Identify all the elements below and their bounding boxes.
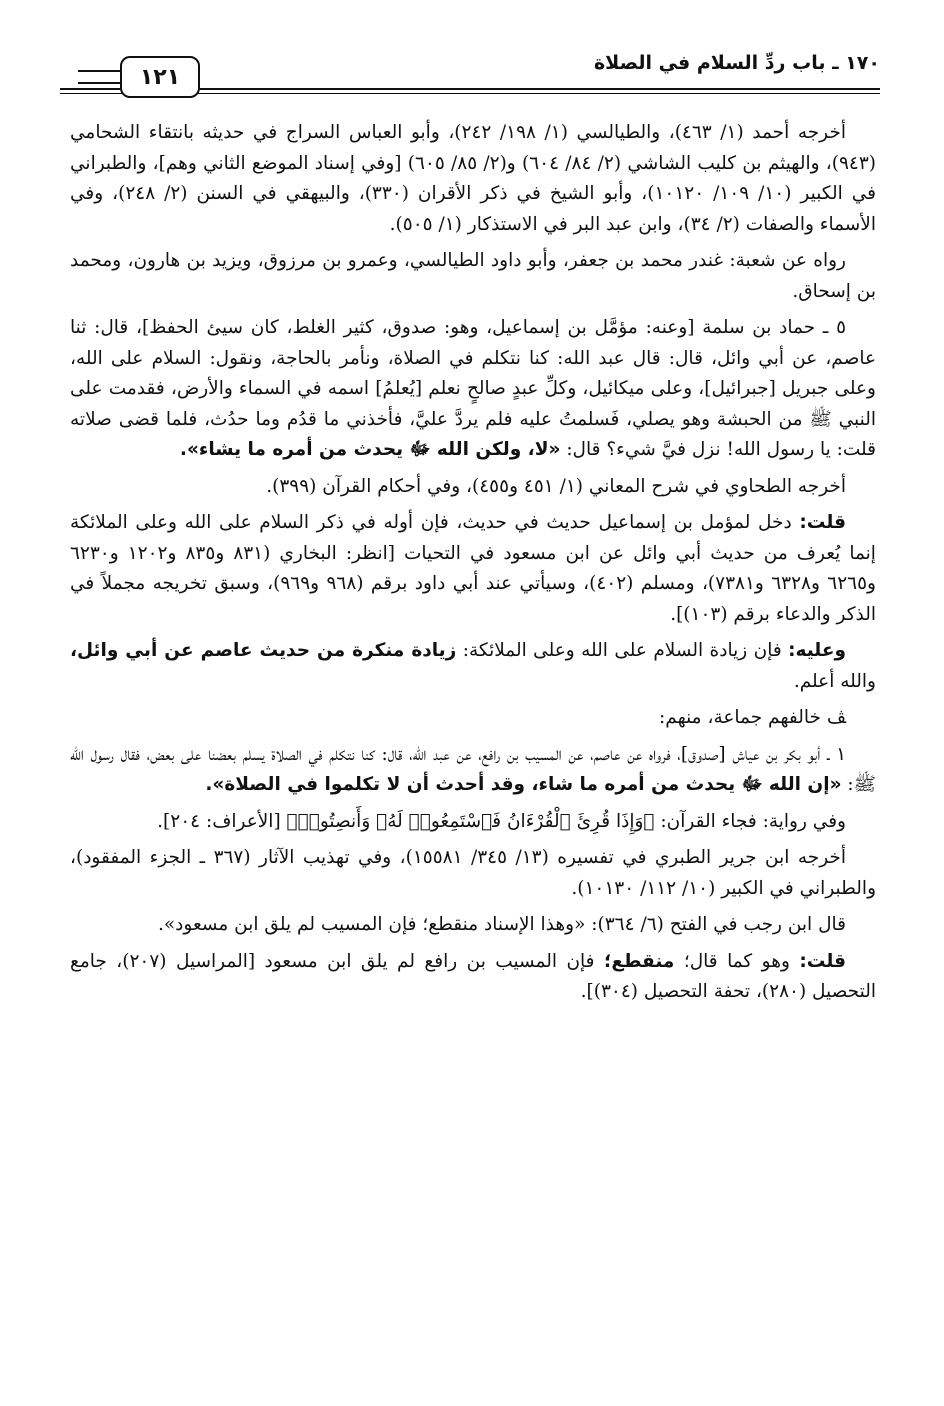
- paragraph-abu-bakr: [70, 740, 876, 801]
- comment-lead: قلت:: [799, 950, 847, 972]
- paragraph-text: ١ ـ أبو بكر بن عياش [صدوق]، فرواه عن عاصم، عن المسيب بن رافع، عن عبد الله، قال: كنا نتكلم في الصلاة يسلم بعضنا على بعض، فقال رسول الله ﷺ:: [70, 743, 876, 795]
- hadith-quote: «لا، ولكن الله ﷻ يحدث من أمره ما يشاء».: [179, 439, 561, 460]
- paragraph-ibn-rajab: [70, 910, 876, 941]
- chapter-title: ١٧٠ ـ باب ردِّ السلام في الصلاة: [593, 52, 880, 74]
- paragraph-hammad: [70, 313, 876, 466]
- paragraph-text: أخرجه ابن جرير الطبري في تفسيره (١٣/ ٣٤٥/ ١٥٥٨١)، وفي تهذيب الآثار (٣٦٧ ـ الجزء المفقود)، والطبراني في الكبير (١٠/ ١١٢/ ١٠١٣٠).: [70, 847, 876, 899]
- ruling-text: منقطع؛: [603, 950, 675, 972]
- paragraph-takhrij-2: [70, 472, 876, 503]
- paragraph-conclusion-1: [70, 636, 876, 697]
- paragraph-text: فإن زيادة السلام على الله وعلى الملائكة:: [462, 640, 782, 661]
- comment-lead: وعليه:: [788, 640, 846, 661]
- main-text: [70, 118, 876, 1014]
- paragraph-text: أخرجه الطحاوي في شرح المعاني (١/ ٤٥١ و٤٥٥)، وفي أحكام القرآن (٣٩٩).: [266, 475, 846, 497]
- ruling-text: زيادة منكرة من حديث عاصم عن أبي وائل،: [70, 640, 457, 661]
- paragraph-takhrij-1: [70, 118, 876, 240]
- paragraph-riwaya: [70, 807, 876, 838]
- page-header: [60, 42, 880, 102]
- hadith-quote: «إن الله ﷻ يحدث من أمره ما شاء، وقد أحدث أن لا تكلموا في الصلاة».: [205, 774, 842, 795]
- paragraph-comment-2: [70, 947, 876, 1008]
- paragraph-text: دخل لمؤمل بن إسماعيل حديث في حديث، فإن أوله في ذكر السلام على الله وعلى الملائكة إنما يُعرف من حديث أبي وائل عن ابن مسعود في التحيات [انظر: البخاري (٨٣١ و٨٣٥ و١٢٠٢ و٦٢٣٠ و٦٢٦٥ و٦٣٢٨ و٧٣٨١)، ومسلم (٤٠٢)، وسيأتي عند أبي داود برقم (٩٦٨ و٩٦٩)، وسبق تخريجه مجملاً في الذكر والدعاء برقم (١٠٣)].: [70, 512, 876, 625]
- paragraph-text: وهو كما قال؛: [683, 950, 790, 972]
- paragraph-text: رواه عن شعبة: غندر محمد بن جعفر، وأبو داود الطيالسي، وعمرو بن مرزوق، ويزيد بن هارون، ومحمد بن إسحاق.: [70, 250, 876, 302]
- paragraph-text: قال ابن رجب في الفتح (٦/ ٣٦٤): «وهذا الإسناد منقطع؛ فإن المسيب لم يلق ابن مسعود».: [157, 914, 846, 935]
- paragraph-text: وفي رواية: فجاء القرآن: ﴿وَإِذَا قُرِئَ ٱلْقُرْءَانُ فَٱسْتَمِعُوا۟ لَهُۥ وَأَنصِتُوا۟﴾ [الأعراف: ٢٠٤].: [157, 810, 846, 832]
- paragraph-narrators-1: [70, 246, 876, 307]
- paragraph-text: والله أعلم.: [793, 670, 876, 692]
- paragraph-text: ٥ ـ حماد بن سلمة [وعنه: مؤمَّل بن إسماعيل، وهو: صدوق، كثير الغلط، كان سيئ الحفظ]، قال: ثنا عاصم، عن أبي وائل، قال: قال عبد الله: كنا نتكلم في الصلاة، ونأمر بالحاجة، ونقول: السلام على الله، وعلى جبريل [جبرائيل]، وعلى ميكائيل، وكلِّ عبدٍ صالحٍ نعلم [يُعلمُ] اسمه في السماء والأرض، فقدمت على النبي ﷺ من الحبشة وهو يصلي، فَسلمتُ عليه فلم يردَّ عليَّ، فأخذني ما قدُم وما حدُث، فلما قضى صلاته قلت: يا رسول الله! نزل فيَّ شيء؟ قال:: [70, 317, 876, 460]
- paragraph-opponents: [70, 703, 876, 734]
- comment-lead: قلت:: [799, 512, 846, 533]
- paragraph-text: ﭫ خالفهم جماعة، منهم:: [659, 707, 846, 728]
- paragraph-text: فإن المسيب بن رافع لم يلق ابن مسعود [المراسيل (٢٠٧)، جامع التحصيل (٢٨٠)، تحفة التحصيل (٣٠٤)].: [70, 950, 876, 1002]
- paragraph-takhrij-3: [70, 843, 876, 904]
- page-number: ١٢١: [120, 56, 200, 98]
- paragraph-comment-1: [70, 508, 876, 630]
- header-ornament: [78, 70, 122, 84]
- paragraph-text: أخرجه أحمد (١/ ٤٦٣)، والطيالسي (١/ ١٩٨/ ٢٤٢)، وأبو العباس السراج في حديثه بانتقاء الشحامي (٩٤٣)، والهيثم بن كليب الشاشي (٢/ ٨٤/ ٦٠٤) و(٢/ ٨٥/ ٦٠٥) [وفي إسناد الموضع الثاني وهم]، والطبراني في الكبير (١٠/ ١٠٩/ ١٠١٢٠)، وأبو الشيخ في ذكر الأقران (٣٣٠)، والبيهقي في السنن (٢/ ٢٤٨)، وفي الأسماء والصفات (٢/ ٣٤)، وابن عبد البر في الاستذكار (١/ ٥٠٥).: [70, 122, 877, 235]
